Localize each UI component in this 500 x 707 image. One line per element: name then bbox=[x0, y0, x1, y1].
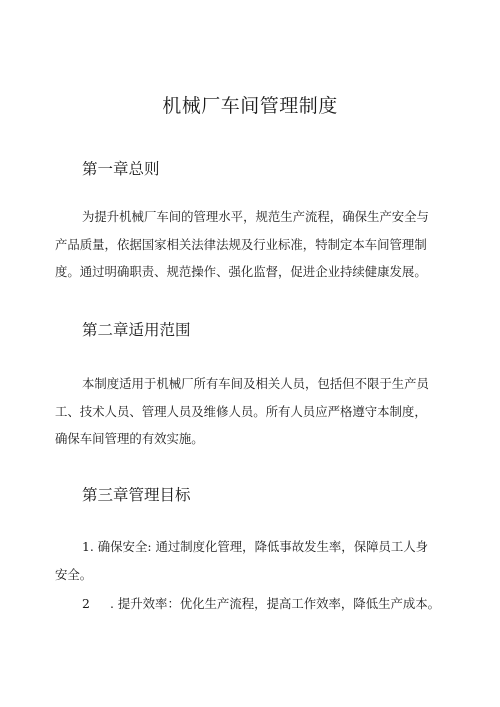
list-item-1 bbox=[55, 533, 455, 588]
paragraph-line: 确保车间管理的有效实施。 bbox=[55, 431, 204, 446]
list-item-line bbox=[55, 590, 455, 618]
chapter-3-heading: 第三章管理目标 bbox=[82, 486, 191, 504]
chapter-1-paragraph bbox=[55, 203, 455, 286]
paragraph-line: 产品质量，依据国家相关法律法规及行业标准，特制定本车间管理制 bbox=[55, 236, 427, 252]
list-item-2 bbox=[55, 590, 455, 618]
chapter-2-paragraph bbox=[55, 370, 455, 453]
list-item-number: 2 bbox=[82, 596, 90, 611]
document-title: 机械厂车间管理制度 bbox=[162, 95, 338, 117]
paragraph-line: 本制度适用于机械厂所有车间及相关人员，包括但不限于生产员 bbox=[82, 376, 429, 391]
list-item-text: . 确保安全: 通过制度化管理，降低事故发生率，保障员工人身 bbox=[89, 539, 429, 554]
list-item-line: 安全。 bbox=[55, 566, 93, 582]
list-item-text: . 提升效率：优化生产流程，提高工作效率，降低生产成本。 bbox=[110, 596, 441, 611]
chapter-2-heading: 第二章适用范围 bbox=[82, 321, 191, 339]
list-item-number: 1 bbox=[82, 539, 90, 554]
paragraph-line: 为提升机械厂车间的管理水平，规范生产流程，确保生产安全与 bbox=[82, 209, 429, 224]
paragraph-line: 工、技术人员、管理人员及维修人员。所有人员应严格遵守本制度， bbox=[55, 403, 427, 419]
list-item-line bbox=[55, 533, 455, 561]
paragraph-line: 度。通过明确职责、规范操作、强化监督，促进企业持续健康发展。 bbox=[55, 264, 427, 279]
chapter-1-heading: 第一章总则 bbox=[82, 160, 160, 178]
